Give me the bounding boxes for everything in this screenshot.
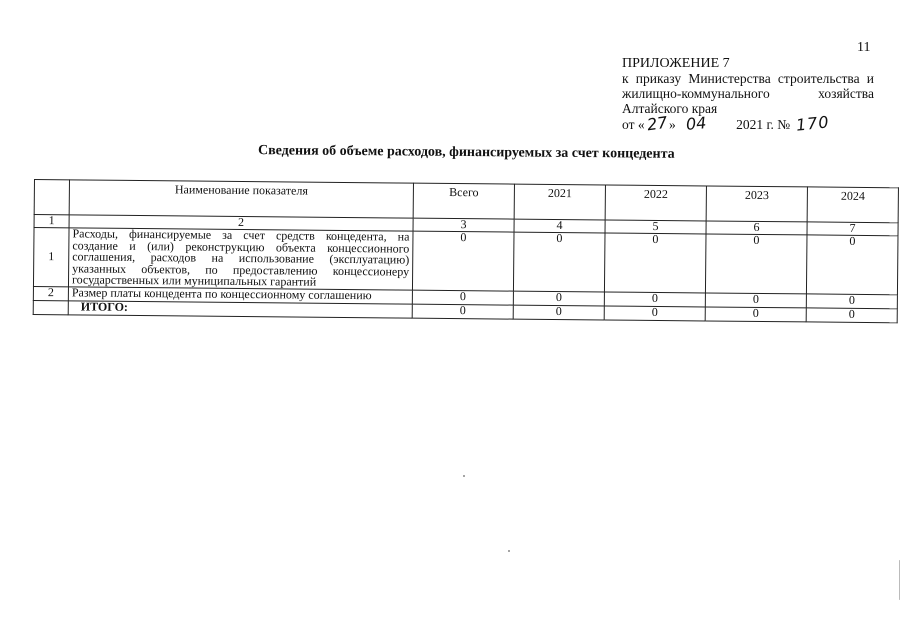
handwritten-order-number: 170 [795, 112, 831, 135]
header-2021-cell: 2021 [514, 184, 605, 220]
index-cell: 1 [34, 215, 69, 228]
row-2024-cell: 0 [806, 235, 898, 295]
table-row [33, 228, 898, 295]
expenses-table-wrap [33, 179, 899, 323]
row-total-cell: 0 [412, 231, 514, 291]
row-2023-cell: 0 [705, 234, 807, 294]
document-title: Сведения об объеме расходов, финансируемых за счет концедента [257, 143, 675, 162]
row-name-cell: Расходы, финансируемые за счет средств концедента, на создание и (или) реконструкцию объекта концессионного соглашения, расходов на использование (эксплуатацию) указанных объектов, по предоставлению концессионеру государственных или муниципальных гарантий [68, 228, 413, 290]
row-num-cell: 2 [33, 286, 68, 300]
row-2024-cell: 0 [806, 294, 897, 309]
index-cell: 5 [605, 220, 706, 234]
header-2024-cell: 2024 [807, 187, 898, 223]
header-total-cell: Всего [413, 183, 514, 219]
total-label-cell: ИТОГО: [68, 301, 412, 318]
header-name-cell: Наименование показателя [69, 180, 413, 218]
row-name-cell: Размер платы концедента по концессионному соглашению [68, 287, 412, 304]
total-2021-cell: 0 [513, 305, 604, 320]
total-2022-cell: 0 [604, 306, 705, 321]
annex-line-1: к приказу Министерства строительства и [622, 71, 874, 86]
header-2023-cell: 2023 [706, 186, 807, 222]
index-cell: 2 [69, 215, 413, 231]
index-cell: 4 [514, 219, 605, 233]
annex-line-2: жилищно-коммунального хозяйства [622, 86, 874, 101]
date-day-suffix: » [668, 117, 676, 132]
row-2022-cell: 0 [604, 292, 705, 307]
row-total-cell: 0 [412, 290, 513, 305]
expenses-table [33, 179, 899, 323]
total-2023-cell: 0 [705, 307, 806, 322]
header-num-cell [34, 180, 69, 215]
total-2024-cell: 0 [806, 308, 897, 323]
header-2022-cell: 2022 [605, 185, 706, 221]
scan-speck [899, 560, 900, 600]
scan-speck [463, 475, 465, 477]
row-2021-cell: 0 [513, 291, 604, 306]
row-num-cell: 1 [33, 228, 69, 287]
annex-date-line [622, 112, 874, 135]
date-year-text: 2021 г. № [736, 117, 791, 132]
total-total-cell: 0 [412, 304, 513, 319]
handwritten-day: 27 [645, 112, 669, 135]
annex-block [622, 56, 874, 135]
page-number: 11 [857, 40, 871, 55]
row-2021-cell: 0 [513, 232, 605, 292]
index-cell: 6 [706, 221, 807, 235]
date-prefix: от « [622, 117, 645, 132]
handwritten-month: 04 [684, 113, 707, 134]
annex-line-3: Алтайского края [622, 101, 718, 116]
row-2022-cell: 0 [604, 233, 706, 293]
annex-title: ПРИЛОЖЕНИЕ 7 [622, 56, 730, 71]
index-cell: 3 [413, 218, 514, 232]
total-num-cell [33, 300, 68, 314]
index-cell: 7 [807, 222, 898, 236]
row-2023-cell: 0 [705, 293, 806, 308]
scan-speck [508, 550, 510, 552]
